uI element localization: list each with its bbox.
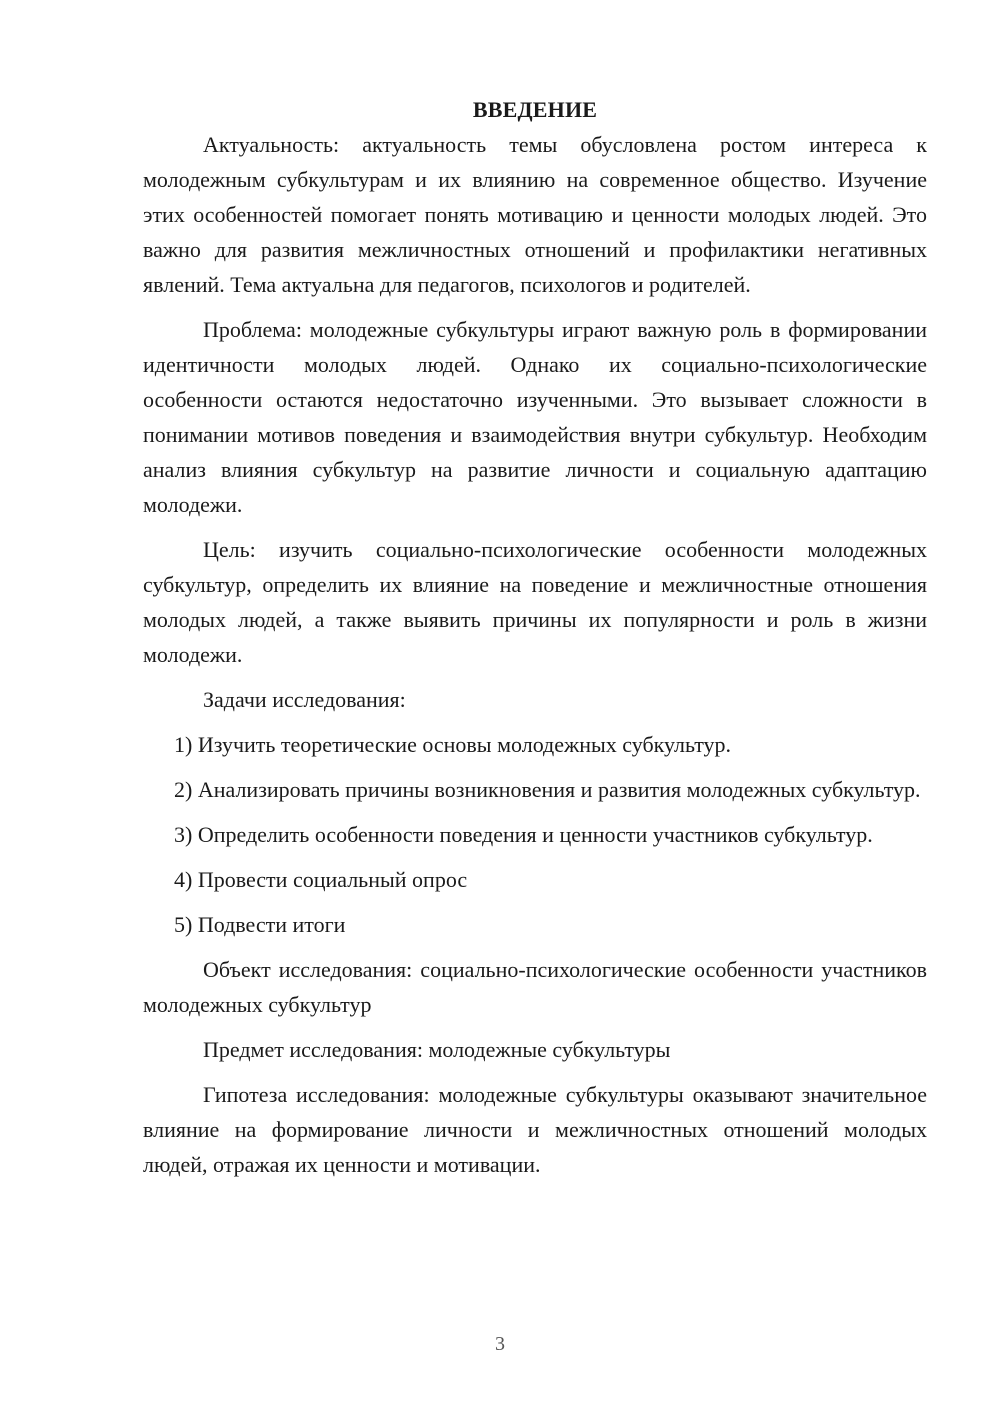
task-item-4: 4) Провести социальный опрос	[174, 867, 468, 892]
goal-paragraph: Цель: изучить социально-психологические особенности молодежных субкультур, определить их влияние на поведение и межличностные отношения молодых людей, а также выявить причины их популярности и роль в жизни молодежи.	[143, 537, 927, 667]
section-title: ВВЕДЕНИЕ	[472, 97, 598, 122]
problem-paragraph: Проблема: молодежные субкультуры играют важную роль в формировании идентичности молодых людей. Однако их социально-психологические особенности остаются недостаточно изученными. Это вызывает сложности в понимании мотивов поведения и взаимодействия внутри субкультур. Необходим анализ влияния субкультур на развитие личности и социальную адаптацию молодежи.	[143, 317, 927, 517]
object-paragraph: Объект исследования: социально-психологические особенности участников молодежных субкультур	[143, 957, 927, 1017]
hypothesis-paragraph: Гипотеза исследования: молодежные субкультуры оказывают значительное влияние на формирование личности и межличностных отношений молодых людей, отражая их ценности и мотивации.	[143, 1082, 927, 1177]
task-item-5: 5) Подвести итоги	[174, 912, 346, 937]
task-item-3: 3) Определить особенности поведения и ценности участников субкультур.	[174, 822, 873, 847]
subject-paragraph: Предмет исследования: молодежные субкультуры	[203, 1037, 671, 1062]
relevance-paragraph: Актуальность: актуальность темы обусловлена ростом интереса к молодежным субкультурам и их влиянию на современное общество. Изучение этих особенностей помогает понять мотивацию и ценности молодых людей. Это важно для развития межличностных отношений и профилактики негативных явлений. Тема актуальна для педагогов, психологов и родителей.	[143, 132, 927, 297]
task-item-2: 2) Анализировать причины возникновения и развития молодежных субкультур.	[174, 777, 921, 802]
page-number: 3	[495, 1333, 505, 1355]
document-page	[143, 92, 927, 1192]
tasks-heading: Задачи исследования:	[203, 687, 406, 712]
task-item-1: 1) Изучить теоретические основы молодежных субкультур.	[174, 732, 732, 757]
